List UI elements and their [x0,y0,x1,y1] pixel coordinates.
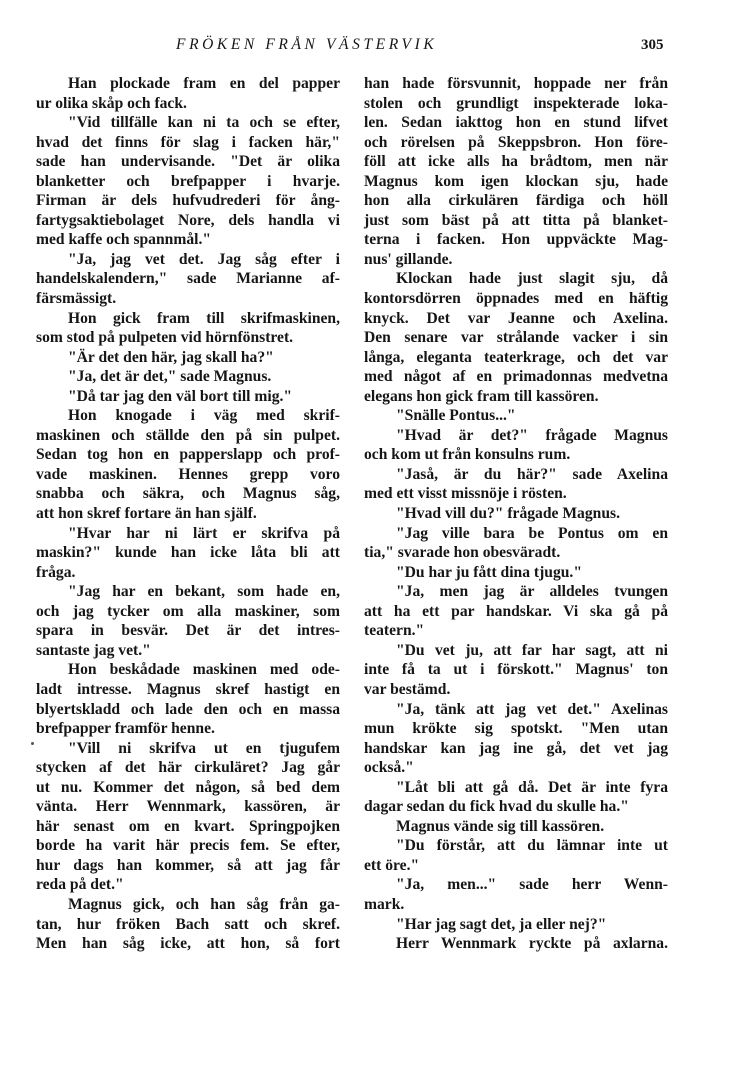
text-line: just som bäst på att titta på blanket- [364,211,668,229]
text-line: Herr Wennmark ryckte på axlarna. [396,935,668,953]
text-line: kontorsdörren öppnades med en häftig [364,290,668,308]
text-line: ur olika skåp och fack. [36,94,187,112]
text-line: "Du förstår, att du lämnar inte ut [396,837,668,855]
text-line: "Är det den här, jag skall ha?" [68,348,274,366]
left-text-column [36,74,340,954]
text-line: ett öre." [364,856,420,874]
text-line: borde ha varit här precis fem. Se efter, [36,837,340,855]
text-line: terna i facken. Hon uppväckte Mag- [364,231,668,249]
text-line: "Jag har en bekant, som hade en, [68,583,340,601]
text-line: Klockan hade just slagit sju, då [396,270,668,288]
text-line: och kom ut från konsulns rum. [364,446,571,464]
text-line: "Har jag sagt det, ja eller nej?" [396,915,607,933]
text-line: Firman är dels hufvudrederi för ång- [36,192,340,210]
text-line: långa, eleganta teaterkrage, och det var [364,348,668,366]
text-line: reda på det." [36,876,124,894]
text-line: att hon skref fortare än han själf. [36,505,257,523]
text-line: fråga. [36,563,76,581]
text-line: "Vill ni skrifva ut en tjugufem [68,739,340,757]
text-line: mark. [364,895,405,913]
text-line: fartygsaktiebolaget Nore, dels handla vi [36,211,340,229]
text-line: Men han såg icke, att hon, så fort [36,935,340,953]
text-line: "Ja, men..." sade herr Wenn- [396,876,668,894]
right-text-column [364,74,668,954]
text-line: han hade försvunnit, hoppade ner från [364,75,668,92]
text-line: hur dags han kommer, så att jag får [36,856,340,874]
text-line: Han plockade fram en del papper [68,75,340,92]
text-line: Hon knogade i väg med skrif- [68,407,340,425]
text-line: Magnus gick, och han såg från ga- [68,895,340,913]
text-line: som stod på pulpeten vid hörnfönstret. [36,329,294,347]
text-line: "Ja, tänk att jag vet det." Axelinas [396,700,668,718]
text-line: maskinen och ställde den på sin pulpet. [36,426,340,444]
text-line: "Ja, men jag är alldeles tvungen [396,583,668,601]
text-line: tan, hur fröken Bach satt och skref. [36,915,340,933]
text-line: tia," svarade hon obesväradt. [364,544,561,562]
text-line: "Hvad vill du?" frågade Magnus. [396,505,620,523]
text-line: santaste jag vet." [36,641,151,659]
text-line: "Snälle Pontus..." [396,407,516,425]
text-line: Magnus kom igen klockan sju, hade [364,172,668,190]
text-line: nus' gillande. [364,250,453,268]
text-line: dagar sedan du fick hvad du skulle ha." [364,798,629,816]
text-line: mun krökte sig spotskt. "Men utan [364,720,668,738]
text-line: "Hvad är det?" frågade Magnus [396,426,668,444]
text-line: "Jag ville bara be Pontus om en [396,524,668,542]
text-line: och rörelsen på Skeppsbron. Hon före- [364,133,668,151]
text-line: blyertskladd och lade den och en massa [36,700,340,718]
text-line: och jag tycker om alla maskiner, som [36,602,340,620]
text-line: hon alla cirkulären färdiga och höll [364,192,668,210]
text-line: "Ja, jag vet det. Jag såg efter i [68,250,340,268]
text-line: inte få ta ut i förskott." Magnus' ton [364,661,668,679]
text-line: snabba och säkra, och Magnus såg, [36,485,340,503]
text-line: Magnus vände sig till kassören. [396,817,605,835]
text-line: vade maskinen. Hennes grepp voro [36,465,340,483]
text-line: hvad det finns för slag i facken här," [36,133,340,151]
margin-speck [31,742,34,745]
text-line: stycken af det här cirkuläret? Jag går [36,759,340,777]
text-line: "Vid tillfälle kan ni ta och se efter, [68,114,340,132]
text-line: färsmässigt. [36,290,117,308]
text-line: handskar kan jag ine gå, det vet jag [364,739,668,757]
text-line: "Hvar har ni lärt er skrifva på [68,524,340,542]
text-line: "Ja, det är det," sade Magnus. [68,368,272,386]
text-line: spara in besvär. Det är det intres- [36,622,340,640]
text-line: "Jaså, är du här?" sade Axelina [396,465,668,483]
text-line: med något af en primadonnas medvetna [364,368,668,386]
text-line: "Då tar jag den väl bort till mig." [68,387,293,405]
text-line: ladt intresse. Magnus skref hastigt en [36,680,340,698]
text-line: "Du vet ju, att far har sagt, att ni [396,641,668,659]
running-head-title: FRÖKEN FRÅN VÄSTERVIK [176,36,438,53]
text-line: att ha ett par handskar. Vi ska gå på [364,602,668,620]
text-line: Hon gick fram till skrifmaskinen, [68,309,340,327]
text-line: vänta. Herr Wennmark, kassören, är [36,798,340,816]
text-line: föll att icke alls ha brådtom, men när [364,153,668,171]
text-line: knyck. Det var Jeanne och Axelina. [364,309,668,327]
text-line: maskin?" kunde han icke låta bli att [36,544,340,562]
text-line: stolen och grundligt inspekterade loka- [364,94,668,112]
text-line: elegans hon gick fram till kassören. [364,387,599,405]
text-line: handelskalendern," sade Marianne af- [36,270,340,288]
text-line: också." [364,759,414,777]
text-line: sade han undervisande. "Det är olika [36,153,340,171]
page-number: 305 [641,37,664,53]
text-line: "Du har ju fått dina tjugu." [396,563,582,581]
text-line: len. Sedan iakttog hon en stund lifvet [364,114,668,132]
text-line: med ett visst missnöje i rösten. [364,485,567,503]
text-line: Hon beskådade maskinen med ode- [68,661,340,679]
text-line: här senast om en kvart. Springpojken [36,817,340,835]
text-line: Den senare var strålande vacker i sin [364,329,668,347]
text-line: Sedan tog hon en papperslapp och prof- [36,446,340,464]
text-line: brefpapper framför henne. [36,720,215,738]
text-line: ut nu. Kommer det någon, så bed dem [36,778,340,796]
text-line: var bestämd. [364,680,451,698]
text-line: "Låt bli att gå då. Det är inte fyra [396,778,668,796]
text-line: med kaffe och spannmål." [36,231,212,249]
text-line: blanketter och brefpapper i hvarje. [36,172,340,190]
text-line: teatern." [364,622,425,640]
